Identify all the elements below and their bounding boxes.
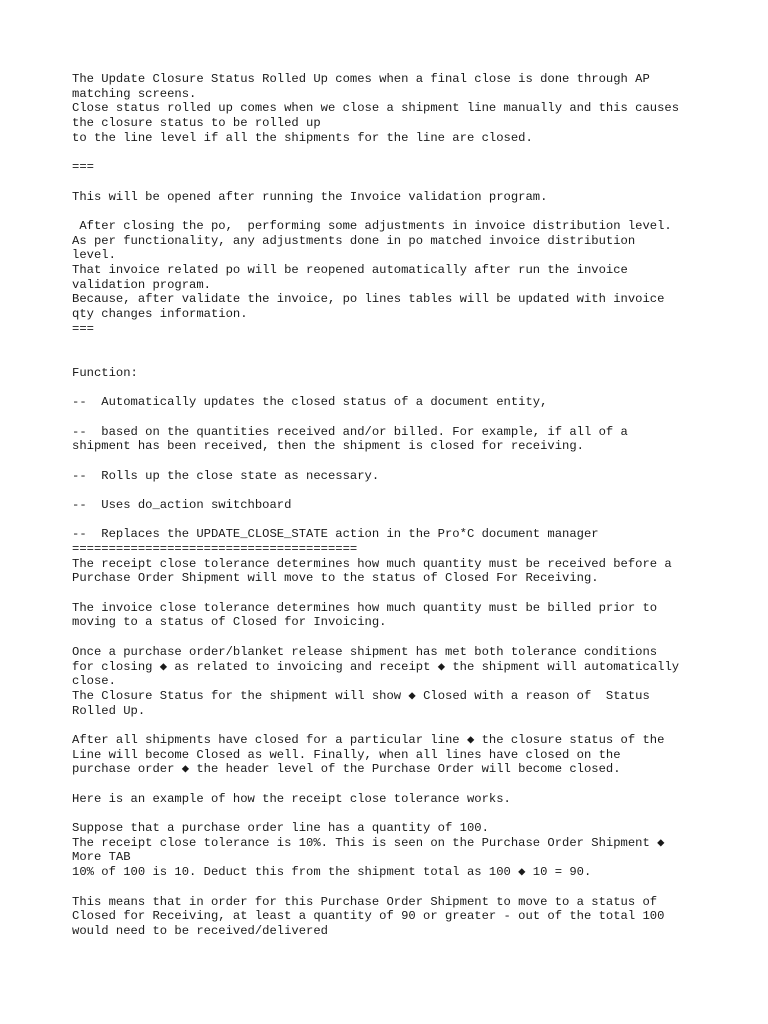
text-line: Purchase Order Shipment will move to the status of Closed For Receiving.	[72, 571, 599, 586]
text-line: Function:	[72, 365, 138, 380]
text-line: =======================================	[72, 542, 358, 556]
text-line: validation program.	[72, 277, 211, 292]
text-line: qty changes information.	[72, 307, 248, 321]
text-line	[72, 586, 732, 601]
text-line: shipment has been received, then the shipment is closed for receiving.	[72, 439, 584, 454]
text-line: for closing ◆ as related to invoicing and receipt ◆ the shipment will automatically	[72, 659, 680, 674]
text-line	[72, 454, 732, 469]
text-line	[72, 513, 732, 528]
text-line: -- based on the quantities received and/or billed. For example, if all of a	[72, 424, 628, 439]
text-line: 10% of 100 is 10. Deduct this from the shipment total as 100 ◆ 10 = 90.	[72, 865, 592, 880]
text-line: Closed for Receiving, at least a quantity of 90 or greater - out of the total 100	[72, 909, 665, 924]
text-line: As per functionality, any adjustments done in po matched invoice distribution	[72, 233, 636, 248]
text-line: After closing the po, performing some adjustments in invoice distribution level.	[72, 218, 672, 233]
text-line: -- Replaces the UPDATE_CLOSE_STATE action in the Pro*C document manager	[72, 527, 599, 542]
text-line: This will be opened after running the Invoice validation program.	[72, 189, 548, 204]
text-line	[72, 806, 732, 821]
text-line: -- Uses do_action switchboard	[72, 497, 292, 512]
text-line	[72, 380, 732, 395]
text-line: Once a purchase order/blanket release shipment has met both tolerance conditions	[72, 644, 658, 659]
document-body	[72, 72, 732, 939]
text-line: matching screens.	[72, 86, 197, 101]
text-line: The Closure Status for the shipment will show ◆ Closed with a reason of Status	[72, 688, 650, 703]
text-line	[72, 630, 732, 645]
text-line: purchase order ◆ the header level of the Purchase Order will become closed.	[72, 762, 621, 777]
text-line: to the line level if all the shipments for the line are closed.	[72, 130, 533, 145]
text-line: Close status rolled up comes when we close a shipment line manually and this causes	[72, 101, 680, 116]
text-line	[72, 880, 732, 895]
text-line: Suppose that a purchase order line has a quantity of 100.	[72, 821, 489, 836]
text-line	[72, 145, 732, 160]
text-line: The receipt close tolerance is 10%. This is seen on the Purchase Order Shipment ◆	[72, 835, 665, 850]
text-line: close.	[72, 674, 116, 689]
text-line: That invoice related po will be reopened automatically after run the invoice	[72, 262, 628, 277]
text-line: -- Automatically updates the closed status of a document entity,	[72, 395, 548, 410]
text-line: the closure status to be rolled up	[72, 116, 321, 131]
text-line	[72, 175, 732, 190]
text-line: Here is an example of how the receipt close tolerance works.	[72, 791, 511, 806]
text-line: -- Rolls up the close state as necessary.	[72, 468, 380, 483]
text-line: Line will become Closed as well. Finally, when all lines have closed on the	[72, 747, 621, 762]
text-line: Rolled Up.	[72, 703, 146, 718]
text-line	[72, 718, 732, 733]
text-line: After all shipments have closed for a particular line ◆ the closure status of the	[72, 732, 665, 747]
text-line	[72, 351, 732, 366]
text-line: Because, after validate the invoice, po lines tables will be updated with invoice	[72, 292, 665, 307]
text-line: This means that in order for this Purchase Order Shipment to move to a status of	[72, 894, 658, 909]
text-line: The receipt close tolerance determines how much quantity must be received before a	[72, 556, 672, 571]
text-line	[72, 777, 732, 792]
text-line: More TAB	[72, 850, 131, 865]
text-line: would need to be received/delivered	[72, 923, 328, 938]
text-line: level.	[72, 248, 116, 263]
text-line: The Update Closure Status Rolled Up comes when a final close is done through AP	[72, 72, 650, 86]
text-line	[72, 483, 732, 498]
text-line: moving to a status of Closed for Invoicing.	[72, 615, 387, 630]
text-line	[72, 410, 732, 425]
text-line	[72, 204, 732, 219]
text-line	[72, 336, 732, 351]
text-line: ===	[72, 160, 94, 175]
text-line: ===	[72, 321, 94, 336]
text-line: The invoice close tolerance determines how much quantity must be billed prior to	[72, 600, 658, 615]
